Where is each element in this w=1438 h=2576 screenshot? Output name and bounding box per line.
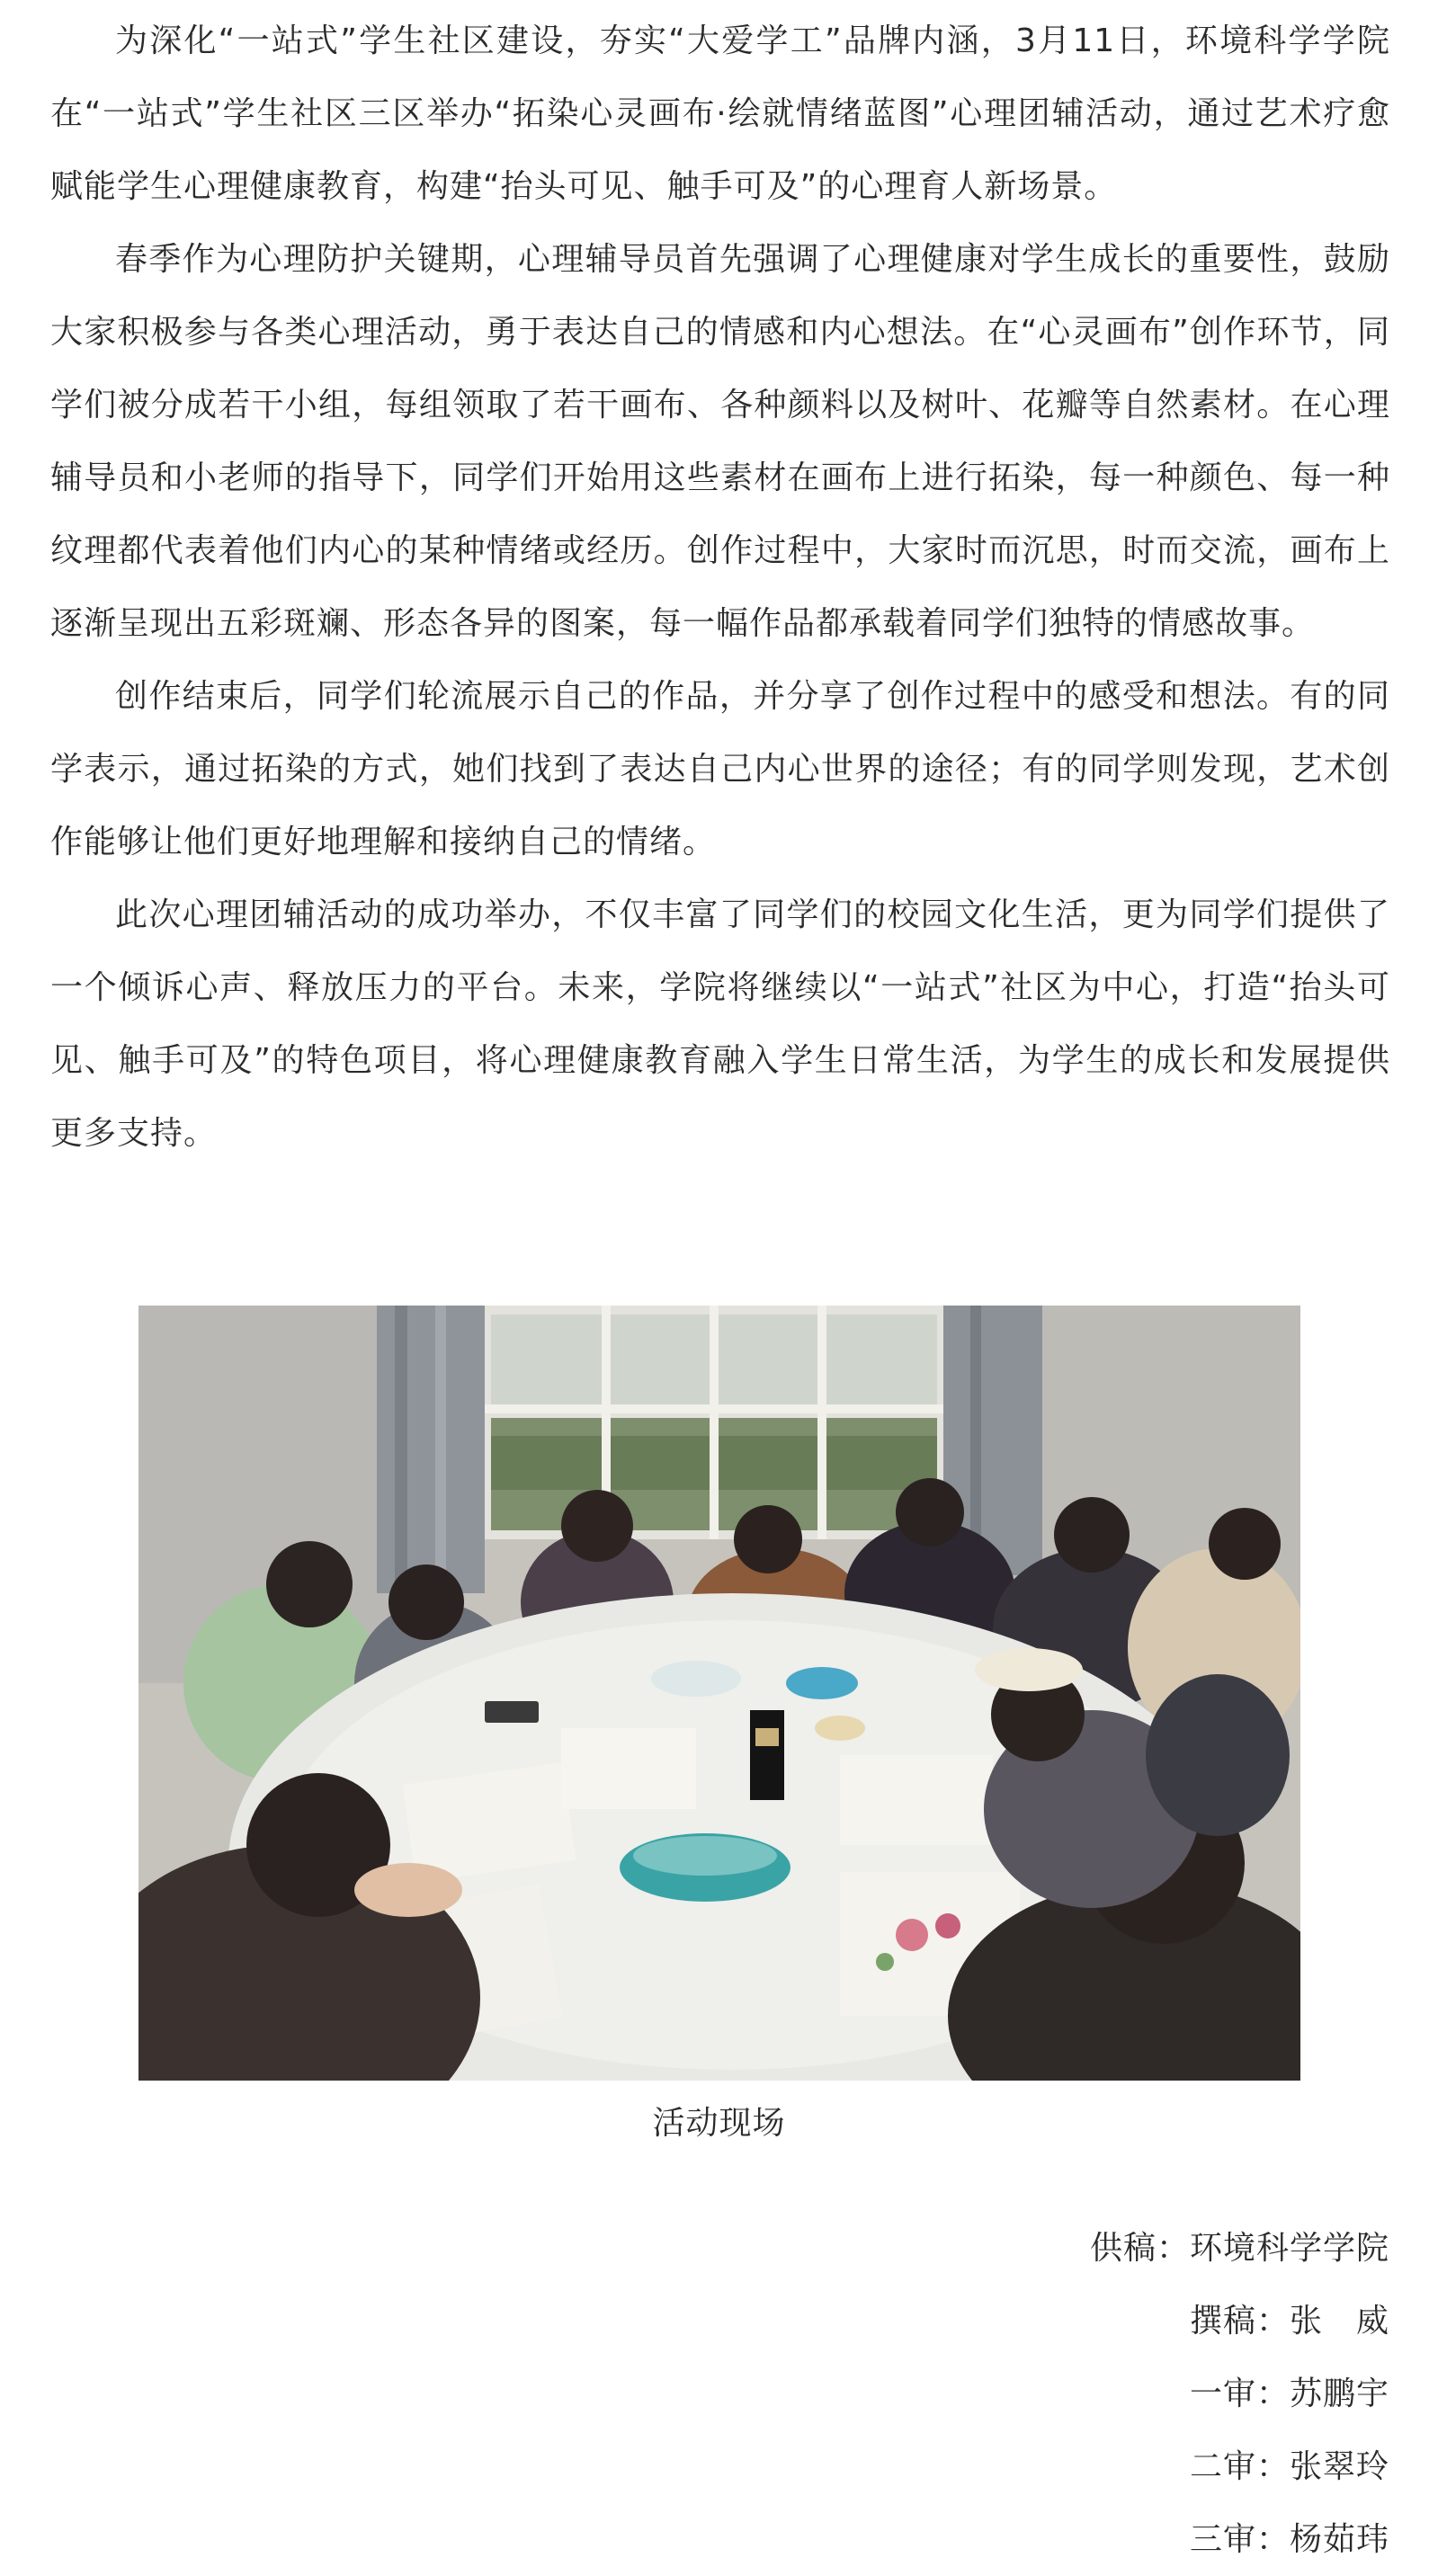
photo-caption: 活动现场	[652, 2105, 786, 2142]
article-paragraph-4: 此次心理团辅活动的成功举办，不仅丰富了同学们的校园文化生活，更为同学们提供了一个倾诉心声、释放压力的平台。未来，学院将继续以“一站式”社区为中心，打造“抬头可见、触手可及”的特色项目，将心理健康教育融入学生日常生活，为学生的成长和发展提供更多支持。	[50, 896, 1390, 1152]
activity-photo	[138, 1306, 1300, 2081]
credit-third-review: 三审：杨茹玮	[1189, 2521, 1389, 2558]
credit-writer: 撰稿：张 威	[1189, 2303, 1389, 2340]
article-paragraph-1: 为深化“一站式”学生社区建设，夯实“大爱学工”品牌内涵，3月11日，环境科学学院在“一站式”学生社区三区举办“拓染心灵画布·绘就情绪蓝图”心理团辅活动，通过艺术疗愈赋能学生心理健康教育，构建“抬头可见、触手可及”的心理育人新场景。	[50, 22, 1390, 205]
credits-block	[1090, 2212, 1389, 2576]
credit-source: 供稿：环境科学学院	[1089, 2230, 1389, 2267]
credit-second-review: 二审：张翠玲	[1189, 2448, 1389, 2485]
article-paragraph-3: 创作结束后，同学们轮流展示自己的作品，并分享了创作过程中的感受和想法。有的同学表示，通过拓染的方式，她们找到了表达自己内心世界的途径；有的同学则发现，艺术创作能够让他们更好地理解和接纳自己的情绪。	[50, 678, 1390, 860]
article-body	[50, 0, 1390, 1170]
article-paragraph-2: 春季作为心理防护关键期，心理辅导员首先强调了心理健康对学生成长的重要性，鼓励大家积极参与各类心理活动，勇于表达自己的情感和内心想法。在“心灵画布”创作环节，同学们被分成若干小组，每组领取了若干画布、各种颜料以及树叶、花瓣等自然素材。在心理辅导员和小老师的指导下，同学们开始用这些素材在画布上进行拓染，每一种颜色、每一种纹理都代表着他们内心的某种情绪或经历。创作过程中，大家时而沉思，时而交流，画布上逐渐呈现出五彩斑斓、形态各异的图案，每一幅作品都承载着同学们独特的情感故事。	[50, 241, 1390, 642]
credit-first-review: 一审：苏鹏宇	[1189, 2375, 1389, 2412]
